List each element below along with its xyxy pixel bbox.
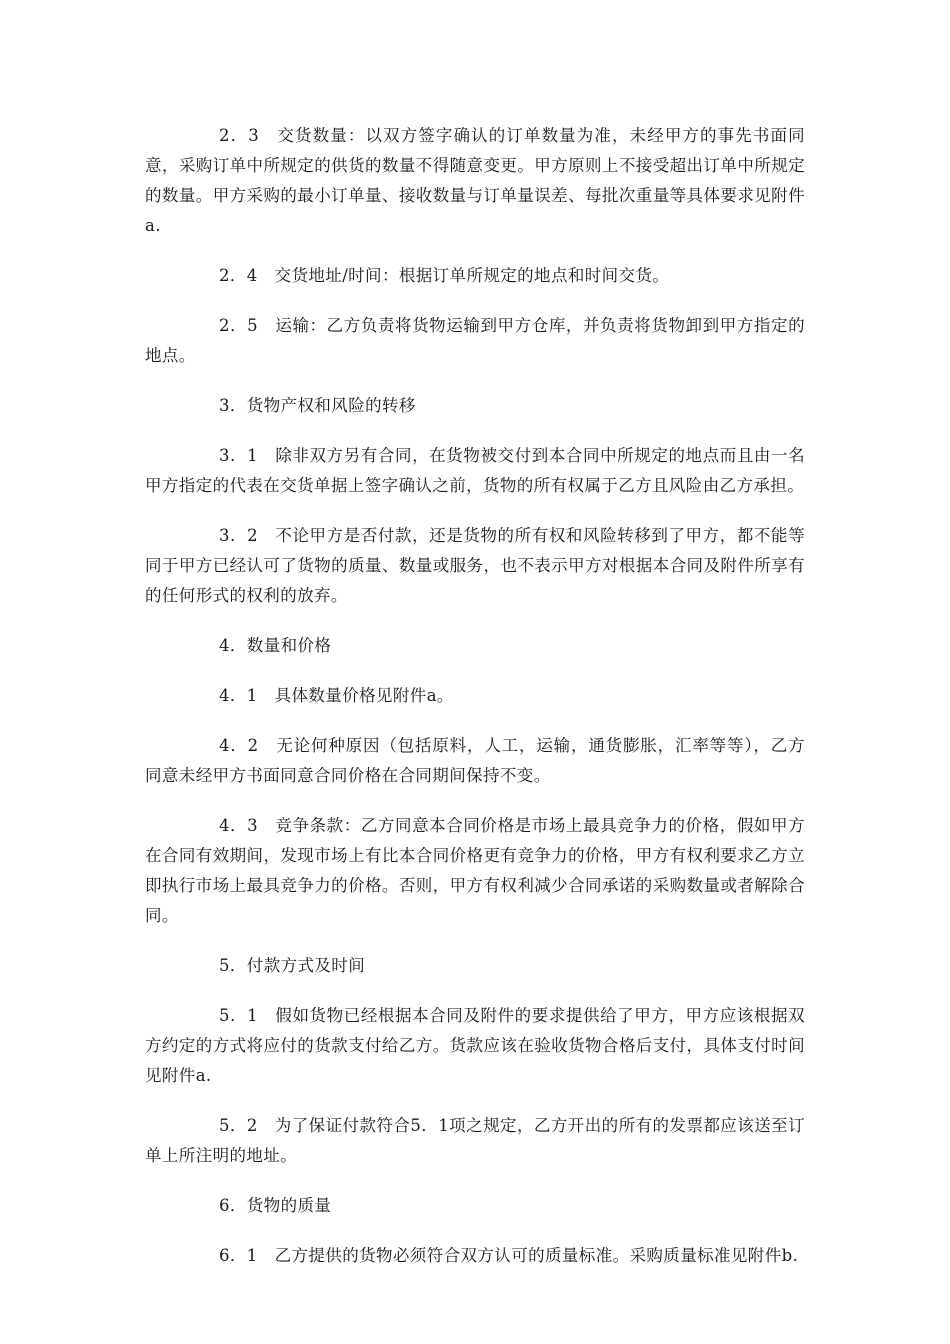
clause-5-2: 5．2 为了保证付款符合5．1项之规定，乙方开出的所有的发票都应该送至订单上所注明的地址。 (145, 1116, 805, 1165)
section-3-heading: 3．货物产权和风险的转移 (219, 396, 416, 415)
clause-6-1: 6．1 乙方提供的货物必须符合双方认可的质量标准。采购质量标准见附件b. (219, 1246, 799, 1265)
clause-5-1: 5．1 假如货物已经根据本合同及附件的要求提供给了甲方，甲方应该根据双方约定的方式将应付的货款支付给乙方。货款应该在验收货物合格后支付，具体支付时间见附件a. (145, 1006, 805, 1085)
clause-2-4-delivery-address-time: 2．4 交货地址/时间：根据订单所规定的地点和时间交货。 (219, 266, 670, 285)
clause-4-3-competition: 4．3 竞争条款：乙方同意本合同价格是市场上最具竞争力的价格，假如甲方在合同有效期间，发现市场上有比本合同价格更有竞争力的价格，甲方有权利要求乙方立即执行市场上最具竞争力的价格。否则，甲方有权利减少合同承诺的采购数量或者解除合同。 (145, 816, 805, 925)
section-5-heading: 5．付款方式及时间 (219, 956, 366, 975)
clause-3-2: 3．2 不论甲方是否付款，还是货物的所有权和风险转移到了甲方，都不能等同于甲方已经认可了货物的质量、数量或服务，也不表示甲方对根据本合同及附件所享有的任何形式的权利的放弃。 (145, 526, 805, 605)
document-body (145, 121, 805, 1291)
section-6-heading: 6．货物的质量 (219, 1196, 332, 1215)
clause-2-3-delivery-quantity: 2．3 交货数量：以双方签字确认的订单数量为准，未经甲方的事先书面同意，采购订单中所规定的供货的数量不得随意变更。甲方原则上不接受超出订单中所规定的数量。甲方采购的最小订单量、接收数量与订单量误差、每批次重量等具体要求见附件a. (145, 126, 805, 235)
clause-4-2: 4．2 无论何种原因（包括原料，人工，运输，通货膨胀，汇率等等），乙方同意未经甲方书面同意合同价格在合同期间保持不变。 (145, 736, 805, 785)
section-4-heading: 4．数量和价格 (219, 636, 332, 655)
clause-3-1: 3．1 除非双方另有合同，在货物被交付到本合同中所规定的地点而且由一名甲方指定的代表在交货单据上签字确认之前，货物的所有权属于乙方且风险由乙方承担。 (145, 446, 805, 495)
clause-4-1: 4．1 具体数量价格见附件a。 (219, 686, 454, 705)
clause-2-5-transport: 2．5 运输：乙方负责将货物运输到甲方仓库，并负责将货物卸到甲方指定的地点。 (145, 316, 805, 365)
